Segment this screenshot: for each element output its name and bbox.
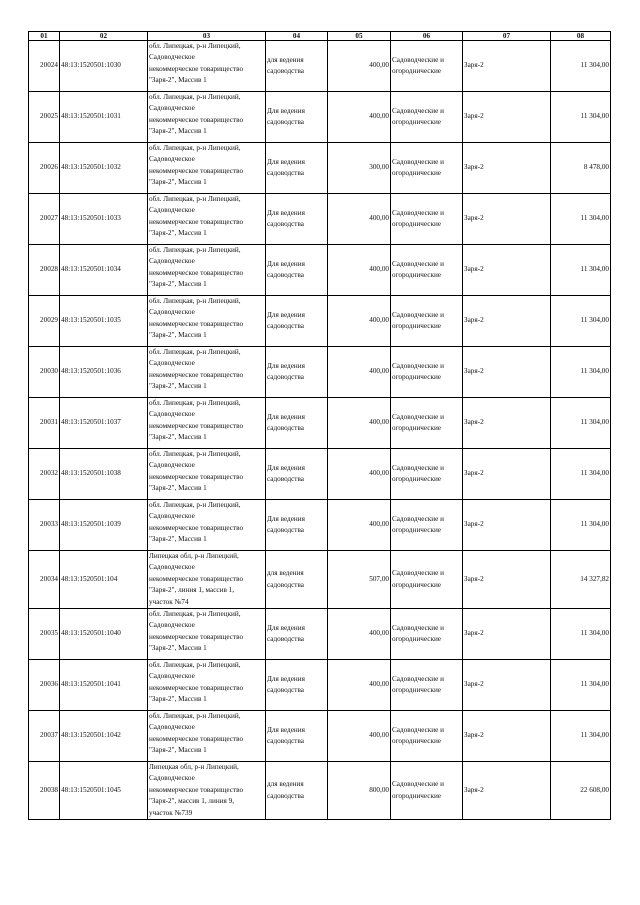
address-line: "Заря-2", Массив 1: [149, 127, 207, 136]
address-line: некоммерческое товарищество: [149, 632, 244, 641]
document-page: [28, 31, 610, 820]
cadastral-number-cell: 48:13:1520501:1033: [60, 194, 148, 245]
address-line: Садоводческое: [149, 512, 195, 521]
address-line: Садоводческое: [149, 359, 195, 368]
address-line: участок №74: [149, 597, 189, 606]
settlement-name-cell: Заря-2: [463, 449, 551, 500]
address-line: Садоводческое: [149, 410, 195, 419]
address-line: Липецкая обл, р-н Липецкий,: [149, 552, 239, 560]
address-line: Садоводческое: [149, 104, 195, 113]
address-line: "Заря-2", Массив 1: [149, 746, 207, 755]
land-category-cell: Садоводческие и огороднические: [391, 41, 463, 92]
address-cell: [148, 660, 266, 711]
address-line: "Заря-2", Массив 1: [149, 484, 207, 493]
settlement-name-cell: Заря-2: [463, 762, 551, 820]
settlement-name-cell: Заря-2: [463, 245, 551, 296]
address-line: "Заря-2", Массив 1: [149, 382, 207, 391]
table-row: [29, 347, 611, 398]
column-header-03: 03: [148, 32, 266, 41]
address-cell: [148, 347, 266, 398]
address-cell: [148, 398, 266, 449]
record-number-cell: 20035: [29, 609, 60, 660]
cadastral-number-cell: 48:13:1520501:1045: [60, 762, 148, 820]
table-row: [29, 296, 611, 347]
table-row: [29, 398, 611, 449]
permitted-use-cell: Для ведения садоводства: [266, 245, 328, 296]
address-line: некоммерческое товарищество: [149, 166, 244, 175]
address-line: Липецкая обл, р-н Липецкий,: [149, 763, 239, 772]
column-header-05: 05: [328, 32, 391, 41]
record-number-cell: 20032: [29, 449, 60, 500]
address-line: Садоводческое: [149, 723, 195, 732]
table-row: [29, 41, 611, 92]
permitted-use-cell: Для ведения садоводства: [266, 398, 328, 449]
record-number-cell: 20030: [29, 347, 60, 398]
area-cell: 400,00: [328, 194, 391, 245]
area-cell: 400,00: [328, 711, 391, 762]
record-number-cell: 20029: [29, 296, 60, 347]
permitted-use-cell: Для ведения садоводства: [266, 347, 328, 398]
land-category-cell: Садоводческие и огороднические: [391, 711, 463, 762]
address-line: некоммерческое товарищество: [149, 523, 244, 532]
address-line: некоммерческое товарищество: [149, 421, 244, 430]
address-line: "Заря-2", массив 1, линия 9,: [149, 797, 235, 806]
address-line: "Заря-2", Массив 1: [149, 178, 207, 187]
address-line: обл. Липецкая, р-н Липецкий,: [149, 661, 241, 670]
address-cell: [148, 194, 266, 245]
cadastral-number-cell: 48:13:1520501:1038: [60, 449, 148, 500]
cadastral-value-cell: 11 304,00: [551, 609, 611, 660]
cadastral-number-cell: 48:13:1520501:1042: [60, 711, 148, 762]
record-number-cell: 20033: [29, 500, 60, 551]
cadastral-number-cell: 48:13:1520501:104: [60, 551, 148, 609]
address-line: Садоводческое: [149, 206, 195, 215]
settlement-name-cell: Заря-2: [463, 398, 551, 449]
column-header-08: 08: [551, 32, 611, 41]
cadastral-number-cell: 48:13:1520501:1034: [60, 245, 148, 296]
address-line: некоммерческое товарищество: [149, 217, 244, 226]
address-line: обл. Липецкая, р-н Липецкий,: [149, 195, 241, 203]
cadastral-value-cell: 11 304,00: [551, 41, 611, 92]
table-row: [29, 609, 611, 660]
land-category-cell: Садоводческие и огороднические: [391, 296, 463, 347]
address-line: Садоводческое: [149, 774, 195, 783]
column-header-04: 04: [266, 32, 328, 41]
area-cell: 400,00: [328, 609, 391, 660]
area-cell: 400,00: [328, 398, 391, 449]
record-number-cell: 20025: [29, 92, 60, 143]
record-number-cell: 20028: [29, 245, 60, 296]
permitted-use-cell: Для ведения садоводства: [266, 609, 328, 660]
address-line: Садоводческое: [149, 308, 195, 317]
address-line: некоммерческое товарищество: [149, 683, 244, 692]
cadastral-value-cell: 11 304,00: [551, 92, 611, 143]
permitted-use-cell: Для ведения садоводства: [266, 92, 328, 143]
table-row: [29, 711, 611, 762]
cadastral-number-cell: 48:13:1520501:1032: [60, 143, 148, 194]
area-cell: 400,00: [328, 41, 391, 92]
address-cell: [148, 449, 266, 500]
address-line: обл. Липецкая, р-н Липецкий,: [149, 42, 241, 50]
address-line: "Заря-2", Массив 1: [149, 76, 207, 85]
area-cell: 400,00: [328, 347, 391, 398]
address-line: обл. Липецкая, р-н Липецкий,: [149, 501, 241, 509]
address-line: Садоводческое: [149, 461, 195, 470]
settlement-name-cell: Заря-2: [463, 551, 551, 609]
address-cell: [148, 245, 266, 296]
area-cell: 400,00: [328, 660, 391, 711]
table-body: [29, 41, 611, 820]
address-cell: [148, 143, 266, 194]
address-cell: [148, 762, 266, 820]
address-line: некоммерческое товарищество: [149, 785, 244, 794]
address-line: обл. Липецкая, р-н Липецкий,: [149, 712, 241, 721]
address-line: Садоводческое: [149, 672, 195, 681]
permitted-use-cell: для ведения садоводства: [266, 41, 328, 92]
permitted-use-cell: Для ведения садоводства: [266, 500, 328, 551]
permitted-use-cell: Для ведения садоводства: [266, 296, 328, 347]
address-line: "Заря-2", Массив 1: [149, 695, 207, 704]
address-line: обл. Липецкая, р-н Липецкий,: [149, 297, 241, 305]
settlement-name-cell: Заря-2: [463, 92, 551, 143]
column-header-06: 06: [391, 32, 463, 41]
table-row: [29, 143, 611, 194]
settlement-name-cell: Заря-2: [463, 660, 551, 711]
table-row: [29, 194, 611, 245]
area-cell: 400,00: [328, 500, 391, 551]
address-line: некоммерческое товарищество: [149, 734, 244, 743]
address-line: "Заря-2", Массив 1: [149, 433, 207, 442]
address-line: обл. Липецкая, р-н Липецкий,: [149, 610, 241, 619]
address-line: некоммерческое товарищество: [149, 319, 244, 328]
land-category-cell: Садоводческие и огороднические: [391, 551, 463, 609]
land-category-cell: Садоводческие и огороднические: [391, 347, 463, 398]
permitted-use-cell: для ведения садоводства: [266, 551, 328, 609]
address-line: "Заря-2", Массив 1: [149, 280, 207, 289]
cadastral-value-cell: 8 478,00: [551, 143, 611, 194]
table-row: [29, 660, 611, 711]
table-row: [29, 245, 611, 296]
column-header-02: 02: [60, 32, 148, 41]
address-line: некоммерческое товарищество: [149, 268, 244, 277]
settlement-name-cell: Заря-2: [463, 296, 551, 347]
land-category-cell: Садоводческие и огороднические: [391, 500, 463, 551]
cadastral-number-cell: 48:13:1520501:1037: [60, 398, 148, 449]
settlement-name-cell: Заря-2: [463, 143, 551, 194]
cadastral-value-cell: 11 304,00: [551, 245, 611, 296]
address-line: "Заря-2", Массив 1: [149, 331, 207, 340]
address-line: обл. Липецкая, р-н Липецкий,: [149, 144, 241, 152]
settlement-name-cell: Заря-2: [463, 609, 551, 660]
cadastral-number-cell: 48:13:1520501:1031: [60, 92, 148, 143]
address-cell: [148, 296, 266, 347]
settlement-name-cell: Заря-2: [463, 500, 551, 551]
address-cell: [148, 500, 266, 551]
address-line: обл. Липецкая, р-н Липецкий,: [149, 450, 241, 458]
address-line: обл. Липецкая, р-н Липецкий,: [149, 399, 241, 407]
record-number-cell: 20038: [29, 762, 60, 820]
land-category-cell: Садоводческие и огороднические: [391, 449, 463, 500]
cadastral-number-cell: 48:13:1520501:1035: [60, 296, 148, 347]
area-cell: 300,00: [328, 143, 391, 194]
settlement-name-cell: Заря-2: [463, 711, 551, 762]
address-line: некоммерческое товарищество: [149, 115, 244, 124]
cadastral-number-cell: 48:13:1520501:1039: [60, 500, 148, 551]
cadastral-value-cell: 11 304,00: [551, 296, 611, 347]
address-cell: [148, 92, 266, 143]
cadastral-value-cell: 11 304,00: [551, 660, 611, 711]
table-row: [29, 500, 611, 551]
area-cell: 507,00: [328, 551, 391, 609]
address-line: "Заря-2", Массив 1: [149, 644, 207, 653]
column-header-01: 01: [29, 32, 60, 41]
address-line: Садоводческое: [149, 621, 195, 630]
address-line: Садоводческое: [149, 563, 195, 572]
address-line: некоммерческое товарищество: [149, 472, 244, 481]
address-line: Садоводческое: [149, 155, 195, 164]
area-cell: 400,00: [328, 296, 391, 347]
cadastral-value-cell: 11 304,00: [551, 398, 611, 449]
table-row: [29, 762, 611, 820]
cadastral-number-cell: 48:13:1520501:1040: [60, 609, 148, 660]
record-number-cell: 20034: [29, 551, 60, 609]
address-line: "Заря-2", Массив 1: [149, 229, 207, 238]
address-line: "Заря-2", Массив 1: [149, 535, 207, 544]
record-number-cell: 20027: [29, 194, 60, 245]
column-header-07: 07: [463, 32, 551, 41]
address-cell: [148, 551, 266, 609]
cadastral-number-cell: 48:13:1520501:1041: [60, 660, 148, 711]
land-category-cell: Садоводческие и огороднические: [391, 92, 463, 143]
land-category-cell: Садоводческие и огороднические: [391, 762, 463, 820]
land-category-cell: Садоводческие и огороднические: [391, 609, 463, 660]
cadastral-value-cell: 11 304,00: [551, 194, 611, 245]
cadastral-number-cell: 48:13:1520501:1036: [60, 347, 148, 398]
address-line: "Заря-2", линия 1, массив 1,: [149, 586, 235, 595]
land-category-cell: Садоводческие и огороднические: [391, 398, 463, 449]
table-row: [29, 92, 611, 143]
permitted-use-cell: Для ведения садоводства: [266, 711, 328, 762]
table-row: [29, 449, 611, 500]
address-line: Садоводческое: [149, 53, 195, 62]
address-line: обл. Липецкая, р-н Липецкий,: [149, 246, 241, 254]
record-number-cell: 20036: [29, 660, 60, 711]
cadastral-number-cell: 48:13:1520501:1030: [60, 41, 148, 92]
permitted-use-cell: Для ведения садоводства: [266, 449, 328, 500]
record-number-cell: 20024: [29, 41, 60, 92]
cadastral-value-cell: 14 327,82: [551, 551, 611, 609]
address-line: участок №739: [149, 808, 193, 817]
cadastral-value-cell: 11 304,00: [551, 347, 611, 398]
record-number-cell: 20026: [29, 143, 60, 194]
permitted-use-cell: Для ведения садоводства: [266, 143, 328, 194]
table-row: [29, 551, 611, 609]
record-number-cell: 20037: [29, 711, 60, 762]
area-cell: 400,00: [328, 92, 391, 143]
land-plot-register-table: [28, 31, 611, 820]
address-line: обл. Липецкая, р-н Липецкий,: [149, 93, 241, 101]
area-cell: 400,00: [328, 449, 391, 500]
cadastral-value-cell: 22 608,00: [551, 762, 611, 820]
header-row: [29, 32, 611, 41]
land-category-cell: Садоводческие и огороднические: [391, 143, 463, 194]
cadastral-value-cell: 11 304,00: [551, 500, 611, 551]
address-line: Садоводческое: [149, 257, 195, 266]
area-cell: 400,00: [328, 245, 391, 296]
address-cell: [148, 711, 266, 762]
cadastral-value-cell: 11 304,00: [551, 711, 611, 762]
address-line: обл. Липецкая, р-н Липецкий,: [149, 348, 241, 356]
permitted-use-cell: Для ведения садоводства: [266, 194, 328, 245]
settlement-name-cell: Заря-2: [463, 41, 551, 92]
address-line: некоммерческое товарищество: [149, 370, 244, 379]
address-cell: [148, 41, 266, 92]
address-cell: [148, 609, 266, 660]
area-cell: 800,00: [328, 762, 391, 820]
land-category-cell: Садоводческие и огороднические: [391, 194, 463, 245]
settlement-name-cell: Заря-2: [463, 347, 551, 398]
address-line: некоммерческое товарищество: [149, 64, 244, 73]
permitted-use-cell: для ведения садоводства: [266, 762, 328, 820]
record-number-cell: 20031: [29, 398, 60, 449]
land-category-cell: Садоводческие и огороднические: [391, 245, 463, 296]
land-category-cell: Садоводческие и огороднические: [391, 660, 463, 711]
address-line: некоммерческое товарищество: [149, 574, 244, 583]
cadastral-value-cell: 11 304,00: [551, 449, 611, 500]
settlement-name-cell: Заря-2: [463, 194, 551, 245]
permitted-use-cell: Для ведения садоводства: [266, 660, 328, 711]
